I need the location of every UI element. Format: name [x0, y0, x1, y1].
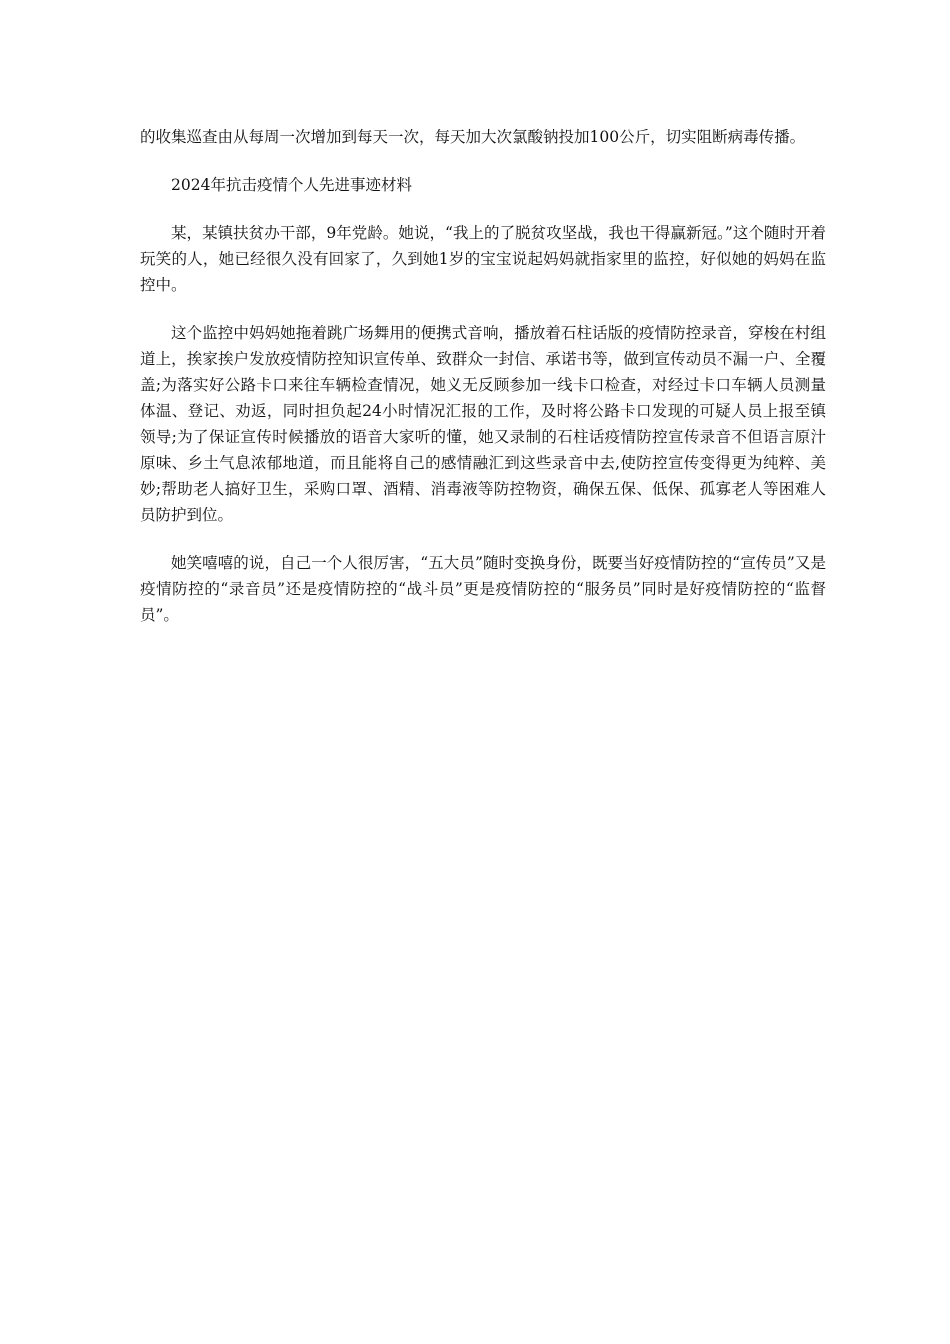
document-body	[140, 124, 826, 650]
section-title: 2024年抗击疫情个人先进事迹材料	[171, 176, 412, 194]
paragraph-deeds: 这个监控中妈妈她拖着跳广场舞用的便携式音响，播放着石柱话版的疫情防控录音，穿梭在村组道上，挨家挨户发放疫情防控知识宣传单、致群众一封信、承诺书等，做到宣传动员不漏一户、全覆盖;为落实好公路卡口来往车辆检查情况，她义无反顾参加一线卡口检查，对经过卡口车辆人员测量体温、登记、劝返，同时担负起24小时情况汇报的工作，及时将公路卡口发现的可疑人员上报至镇领导;为了保证宣传时候播放的语音大家听的懂，她又录制的石柱话疫情防控宣传录音不但语言原汁原味、乡土气息浓郁地道，而且能将自己的感情融汇到这些录音中去,使防控宣传变得更为纯粹、美妙;帮助老人搞好卫生，采购口罩、酒精、消毒液等防控物资，确保五保、低保、孤寡老人等困难人员防护到位。	[140, 324, 826, 524]
paragraph-intro: 某，某镇扶贫办干部，9年党龄。她说，“我上的了脱贫攻坚战，我也干得赢新冠。”这个随时开着玩笑的人，她已经很久没有回家了，久到她1岁的宝宝说起妈妈就指家里的监控，好似她的妈妈在监控中。	[140, 224, 826, 294]
continued-paragraph: 的收集巡查由从每周一次增加到每天一次，每天加大次氯酸钠投加100公斤，切实阻断病毒传播。	[140, 128, 806, 146]
paragraph-five-roles: 她笑嘻嘻的说，自己一个人很厉害，“五大员”随时变换身份，既要当好疫情防控的“宣传员”又是疫情防控的“录音员”还是疫情防控的“战斗员”更是疫情防控的“服务员”同时是好疫情防控的“监督员”。	[140, 554, 826, 624]
